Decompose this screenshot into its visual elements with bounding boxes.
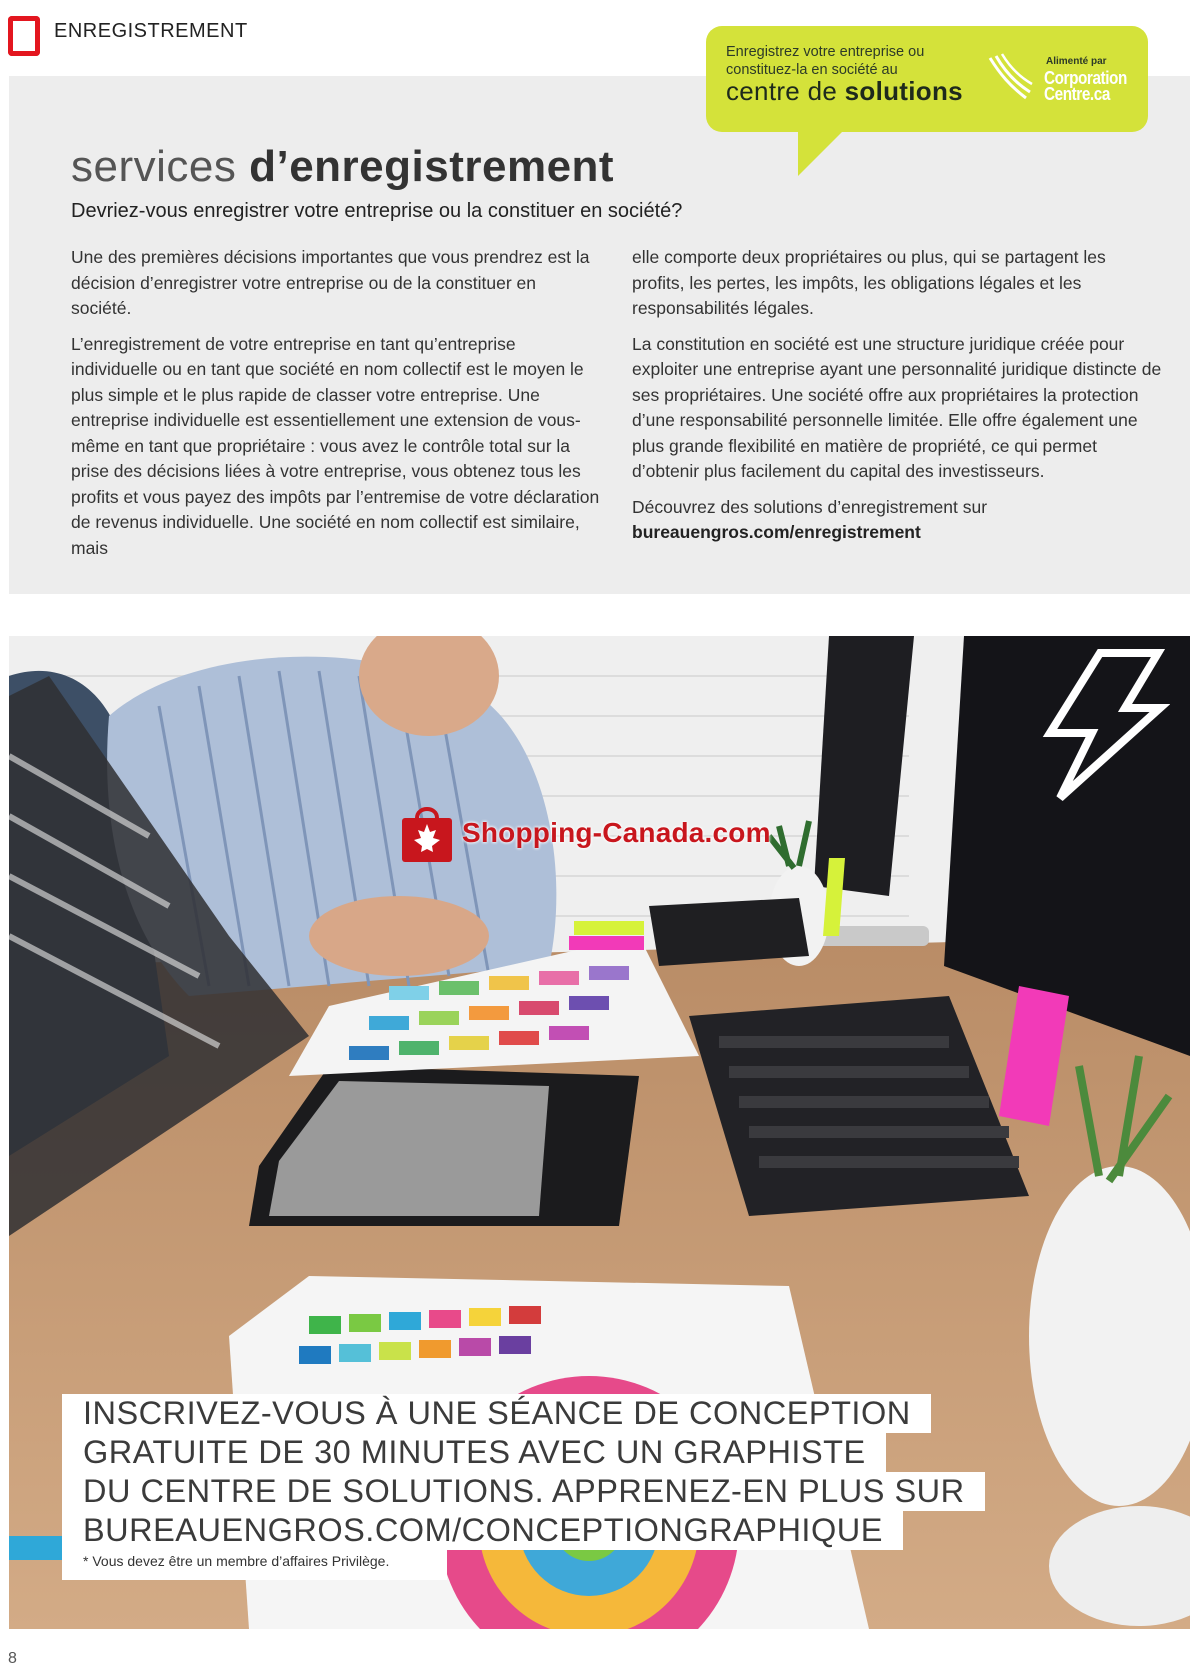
page-title <box>71 142 614 192</box>
paragraph: elle comporte deux propriétaires ou plus, qui se partagent les profits, les pertes, les impôts, les obligations légales et les responsabilités légales. <box>632 247 1106 318</box>
cta-footnote: * Vous devez être un membre d’affaires Privilège. <box>62 1550 447 1580</box>
cta-box <box>62 1394 985 1580</box>
logo-line-2: Centre.ca <box>1044 84 1110 104</box>
paragraph: L’enregistrement de votre entreprise en tant qu’entreprise individuelle ou en tant que société en nom collectif est le moyen le plus simple et le plus rapide de classer votre entreprise. Une entreprise individuelle est essentiellement une extension de vous-même en tant que propriétaire : vous avez le contrôle total sur la prise des décisions liées à votre entreprise, vous obtenez tous les profits et vous payez des impôts par l’entremise de votre déclaration de revenus individuelle. Une société en nom collectif est similaire, mais <box>71 333 600 558</box>
logo-line-1: Corporation <box>1044 68 1127 88</box>
cta-line: DU CENTRE DE SOLUTIONS. APPRENEZ-EN PLUS SUR <box>62 1472 985 1511</box>
cta-line: INSCRIVEZ-VOUS À UNE SÉANCE DE CONCEPTION <box>62 1394 931 1433</box>
registration-link[interactable]: bureauengros.com/enregistrement <box>632 522 921 542</box>
solutions-centre-bubble[interactable] <box>706 26 1148 132</box>
section-header <box>8 16 248 46</box>
discover-paragraph <box>632 495 1162 546</box>
powered-by-label: Alimenté par <box>1046 56 1107 67</box>
section-label: ENREGISTREMENT <box>54 19 248 42</box>
bubble-tail <box>798 130 844 176</box>
paragraph: La constitution en société est une structure juridique créée pour exploiter une entreprise ayant une personnalité juridique distincte de ses propriétaires. Une société offre aux propriétaires la protection d’une responsabilité personnelle limitée. Elle offre également une plus grande flexibilité en matière de propriété, ce qui permet d’obtenir plus facilement du capital des investisseurs. <box>632 333 1162 481</box>
bubble-headline-light: centre de <box>726 76 845 106</box>
bubble-headline <box>726 76 963 107</box>
page-number: 8 <box>8 1650 17 1667</box>
logo-wordmark <box>1044 70 1127 102</box>
watermark <box>400 802 771 864</box>
cta-link-line[interactable]: BUREAUENGROS.COM/CONCEPTIONGRAPHIQUE <box>62 1511 903 1550</box>
title-bold: d’enregistrement <box>249 142 615 191</box>
page-subtitle: Devriez-vous enregistrer votre entreprise ou la constituer en société? <box>71 200 683 222</box>
bubble-intro-text: Enregistrez votre entreprise ou constituez-la en société au <box>726 44 925 78</box>
lightning-bolt-icon <box>1030 648 1170 808</box>
swoosh-icon <box>986 52 1034 104</box>
paragraph: Une des premières décisions importantes que vous prendrez est la décision d’enregistrer votre entreprise ou de la constituer en société. <box>71 247 590 318</box>
shopping-bag-maple-icon <box>400 802 454 864</box>
title-light: services <box>71 142 250 191</box>
left-column <box>71 245 601 571</box>
cta-line: GRATUITE DE 30 MINUTES AVEC UN GRAPHISTE <box>62 1433 886 1472</box>
right-column <box>632 245 1162 556</box>
bubble-headline-bold: solutions <box>844 76 963 106</box>
bracket-icon <box>8 16 40 46</box>
watermark-text: Shopping-Canada.com <box>462 817 771 848</box>
discover-text: Découvrez des solutions d’enregistrement sur <box>632 496 988 517</box>
